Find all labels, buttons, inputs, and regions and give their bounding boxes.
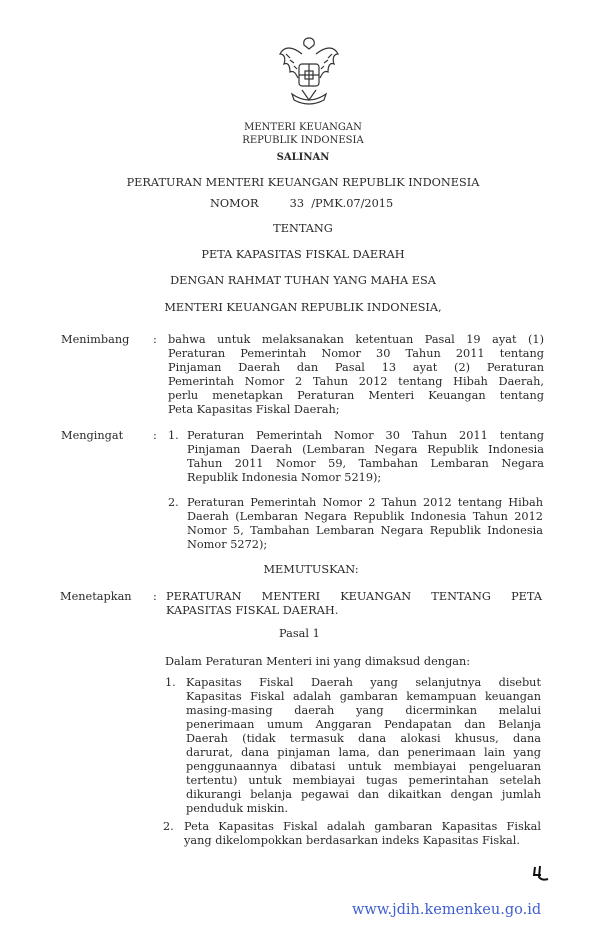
- issuer: MENTERI KEUANGAN REPUBLIK INDONESIA,: [164, 301, 442, 314]
- text-line: Peraturan Pemerintah Nomor 30 Tahun 2011 tentang: [168, 347, 544, 360]
- text-line: penggunaannya dibatasi untuk membiayai pengeluaran: [186, 760, 541, 773]
- menetapkan-colon: :: [153, 590, 157, 603]
- regulation-number: [210, 197, 393, 210]
- text-line: Nomor 5272);: [187, 538, 268, 551]
- menetapkan-label: Menetapkan: [60, 590, 132, 603]
- ministry-line-2: REPUBLIK INDONESIA: [242, 135, 364, 146]
- pasal-1-item-2: [184, 820, 541, 848]
- jdih-website-link[interactable]: www.jdih.kemenkeu.go.id: [352, 902, 542, 918]
- ministry-line-1: MENTERI KEUANGAN: [244, 122, 362, 133]
- pasal-1-intro: Dalam Peraturan Menteri ini yang dimaksud dengan:: [165, 655, 471, 668]
- text-line: Nomor 5, Tambahan Lembaran Negara Republik Indonesia: [187, 524, 543, 537]
- text-line: darurat, dana pinjaman lama, dan penerimaan lain yang: [186, 746, 541, 759]
- text-line: Kapasitas Fiskal adalah gambaran kemampuan keuangan: [186, 690, 541, 703]
- text-line: Peraturan Pemerintah Nomor 30 Tahun 2011 tentang: [187, 429, 544, 442]
- pasal-1-item-2-number: 2.: [163, 820, 174, 833]
- pasal-1-title: Pasal 1: [279, 627, 320, 640]
- invocation: DENGAN RAHMAT TUHAN YANG MAHA ESA: [170, 274, 436, 287]
- text-line: Pinjaman Daerah (Lembaran Negara Republik Indonesia: [187, 443, 544, 456]
- pasal-1-item-1: [186, 676, 541, 816]
- text-line: masing-masing daerah yang dicerminkan melalui: [186, 704, 541, 717]
- number-label: NOMOR: [210, 197, 259, 210]
- mengingat-label: Mengingat: [61, 429, 124, 442]
- subject-heading: PETA KAPASITAS FISKAL DAERAH: [201, 248, 405, 261]
- text-line: yang dikelompokkan berdasarkan indeks Kapasitas Fiskal.: [184, 834, 520, 847]
- text-line: Pemerintah Nomor 2 Tahun 2012 tentang Hibah Daerah,: [168, 375, 544, 388]
- text-line: KAPASITAS FISKAL DAERAH.: [166, 604, 339, 617]
- pasal-1-item-1-number: 1.: [165, 676, 176, 689]
- text-line: Kapasitas Fiskal Daerah yang selanjutnya disebut: [186, 676, 541, 689]
- copy-mark: SALINAN: [276, 152, 330, 163]
- text-line: Peraturan Pemerintah Nomor 2 Tahun 2012 tentang Hibah: [187, 496, 543, 509]
- mengingat-item-2-number: 2.: [168, 496, 179, 509]
- regulation-title: PERATURAN MENTERI KEUANGAN REPUBLIK INDONESIA: [126, 176, 480, 189]
- text-line: dikurangi belanja pegawai dan dikaitkan dengan jumlah: [186, 788, 541, 801]
- number-value: 33 /PMK.07/2015: [289, 197, 394, 210]
- mengingat-item-1-number: 1.: [168, 429, 179, 442]
- text-line: perlu menetapkan Peraturan Menteri Keuangan tentang: [168, 389, 544, 402]
- memutuskan-heading: MEMUTUSKAN:: [263, 563, 359, 576]
- about-heading: TENTANG: [273, 222, 333, 235]
- text-line: Republik Indonesia Nomor 5219);: [187, 471, 382, 484]
- garuda-emblem-icon: [278, 32, 340, 120]
- menetapkan-text: [166, 590, 542, 618]
- text-line: bahwa untuk melaksanakan ketentuan Pasal 19 ayat (1): [168, 333, 544, 346]
- text-line: Tahun 2011 Nomor 59, Tambahan Lembaran Negara: [187, 457, 544, 470]
- menimbang-colon: :: [153, 333, 157, 346]
- mengingat-item-2: [187, 496, 543, 552]
- text-line: Pinjaman Daerah dan Pasal 13 ayat (2) Peraturan: [168, 361, 544, 374]
- text-line: Daerah (Lembaran Negara Republik Indonesia Tahun 2012: [187, 510, 543, 523]
- text-line: Peta Kapasitas Fiskal adalah gambaran Kapasitas Fiskal: [184, 820, 541, 833]
- text-line: penerimaan umum Anggaran Pendapatan dan Belanja: [186, 718, 541, 731]
- text-line: Daerah (tidak termasuk dana alokasi khusus, dana: [186, 732, 541, 745]
- text-line: Peta Kapasitas Fiskal Daerah;: [168, 403, 340, 416]
- menimbang-text: [168, 333, 544, 417]
- text-line: tertentu) untuk membiayai tugas pemerintahan setelah: [186, 774, 541, 787]
- menimbang-label: Menimbang: [61, 333, 130, 346]
- text-line: PERATURAN MENTERI KEUANGAN TENTANG PETA: [166, 590, 542, 603]
- mengingat-item-1: [187, 429, 544, 485]
- text-line: penduduk miskin.: [186, 802, 289, 815]
- mengingat-colon: :: [153, 429, 157, 442]
- initial-signature-icon: [531, 864, 551, 884]
